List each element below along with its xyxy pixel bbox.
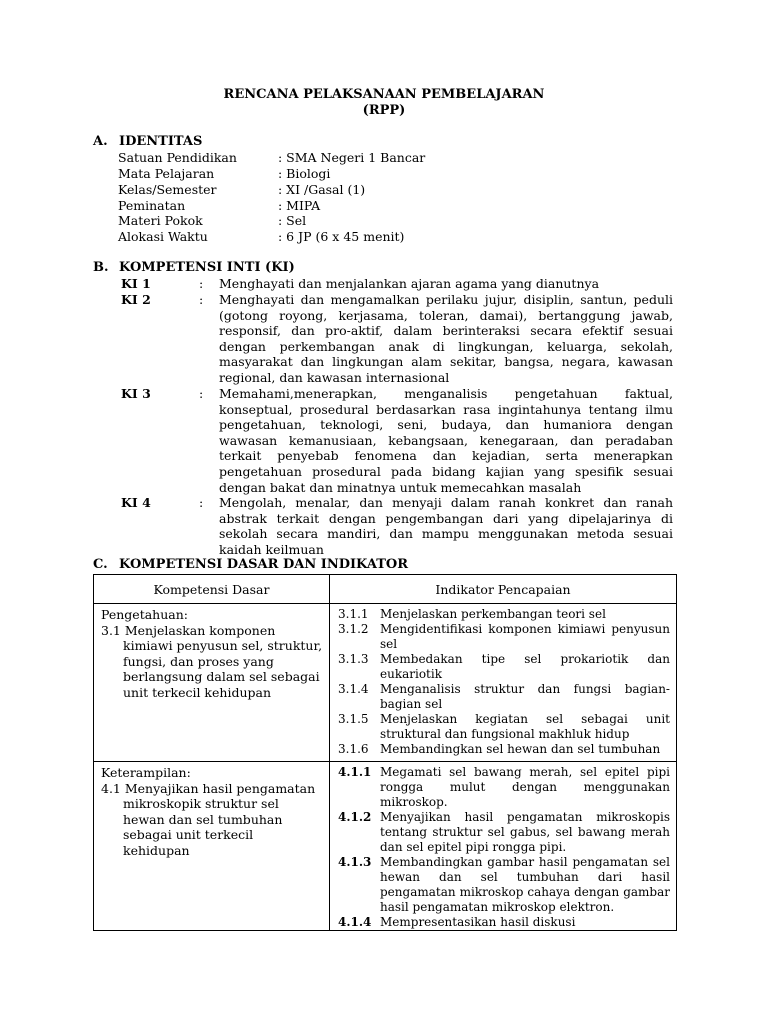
section-c-heading: C. KOMPETENSI DASAR DAN INDIKATOR bbox=[93, 557, 409, 572]
identity-label: Peminatan bbox=[118, 198, 186, 213]
identity-label: Mata Pelajaran bbox=[118, 166, 215, 181]
identity-value: : SMA Negeri 1 Bancar bbox=[278, 150, 426, 165]
section-b-heading: B. KOMPETENSI INTI (KI) bbox=[93, 260, 295, 275]
document-title: RENCANA PELAKSANAAN PEMBELAJARAN bbox=[223, 87, 545, 102]
identity-label: Materi Pokok bbox=[118, 213, 203, 228]
identity-value: : MIPA bbox=[278, 198, 321, 213]
identity-value: : Biologi bbox=[278, 166, 331, 181]
indicator-item: 3.1.2 Mengidentifikasi komponen kimiawi penyusun sel bbox=[338, 622, 670, 651]
column-header-indicator: Indikator Pencapaian bbox=[330, 575, 677, 604]
kd-text: 4.1 Menyajikan hasil pengamatan mikroskopik struktur sel hewan dan sel tumbuhan sebagai unit terkecil kehidupan bbox=[101, 780, 316, 858]
indicator-item: 3.1.1 Menjelaskan perkembangan teori sel bbox=[338, 607, 606, 621]
column-header-kd: Kompetensi Dasar bbox=[94, 575, 330, 604]
kd-text: 3.1 Menjelaskan komponen kimiawi penyusun sel, struktur, fungsi, dan proses yang berlangsung dalam sel sebagai unit terkecil kehidupan bbox=[101, 622, 323, 700]
identity-label: Satuan Pendidikan bbox=[118, 150, 237, 165]
table-header-row bbox=[94, 575, 677, 604]
identity-value: : XI /Gasal (1) bbox=[278, 182, 366, 197]
indicator-item: 3.1.3 Membedakan tipe sel prokariotik dan eukariotik bbox=[338, 652, 670, 681]
kd-heading: Keterampilan: bbox=[101, 765, 191, 780]
document-subtitle: (RPP) bbox=[362, 103, 406, 118]
ki-text: Menghayati dan menjalankan ajaran agama yang dianutnya bbox=[219, 276, 600, 291]
indicator-item: 4.1.4 Mempresentasikan hasil diskusi bbox=[338, 915, 576, 929]
kd-cell bbox=[94, 762, 330, 931]
section-a-heading: A. IDENTITAS bbox=[93, 134, 203, 149]
ki-item: KI 3 : Memahami,menerapkan, menganalisis pengetahuan faktual, konseptual, prosedural berdasarkan rasa ingintahunya tentang ilmu pengetahuan, teknologi, seni, budaya, dan humaniora dengan wawasan kemanusiaan, kebangsaan, kenegaraan, dan peradaban terkait penyebab fenomena dan kejadian, serta menerapkan pengetahuan prosedural pada bidang kajian yang spesifik sesuai dengan bakat dan minatnya untuk memecahkan masalah bbox=[121, 386, 673, 495]
indicator-item: 4.1.2 Menyajikan hasil pengamatan mikroskopis tentang struktur sel gabus, sel bawang merah dan sel epitel pipi rongga pipi. bbox=[338, 810, 670, 854]
ki-label: KI 4 bbox=[121, 495, 151, 510]
indicator-item: 3.1.6 Membandingkan sel hewan dan sel tumbuhan bbox=[338, 742, 661, 756]
kd-cell bbox=[94, 604, 330, 762]
ki-label: KI 1 bbox=[121, 276, 151, 291]
identity-label: Alokasi Waktu bbox=[118, 229, 208, 244]
indicator-item: 4.1.1 Megamati sel bawang merah, sel epitel pipi rongga mulut dengan menggunakan mikroskop. bbox=[338, 765, 670, 809]
ki-label: KI 2 bbox=[121, 292, 151, 307]
indicator-item: 3.1.4 Menganalisis struktur dan fungsi bagian-bagian sel bbox=[338, 682, 670, 711]
ki-item: KI 4 : Mengolah, menalar, dan menyaji dalam ranah konkret dan ranah abstrak terkait dengan pengembangan dari yang dipelajarinya di sekolah secara mandiri, dan mampu menggunakan metoda sesuai kaidah keilmuan bbox=[121, 495, 673, 557]
indicator-item: 4.1.3 Membandingkan gambar hasil pengamatan sel hewan dan sel tumbuhan dari hasil pengamatan mikroskop cahaya dengan gambar hasil pengamatan mikroskop elektron. bbox=[338, 855, 670, 914]
competency-table bbox=[93, 574, 677, 931]
indicator-item: 3.1.5 Menjelaskan kegiatan sel sebagai unit struktural dan fungsional makhluk hidup bbox=[338, 712, 670, 741]
identity-label: Kelas/Semester bbox=[118, 182, 217, 197]
table-row bbox=[94, 762, 677, 931]
indicator-cell bbox=[330, 604, 677, 762]
ki-label: KI 3 bbox=[121, 386, 151, 401]
identity-value: : 6 JP (6 x 45 menit) bbox=[278, 229, 405, 244]
indicator-cell bbox=[330, 762, 677, 931]
ki-text: Memahami,menerapkan, menganalisis pengetahuan faktual, konseptual, prosedural berdasarkan rasa ingintahunya tentang ilmu pengetahuan, teknologi, seni, budaya, dan humaniora dengan wawasan kemanusiaan, kebangsaan, kenegaraan, dan peradaban terkait penyebab fenomena dan kejadian, serta menerapkan pengetahuan prosedural pada bidang kajian yang spesifik sesuai dengan bakat dan minatnya untuk memecahkan masalah bbox=[219, 386, 673, 495]
kd-heading: Pengetahuan: bbox=[101, 607, 188, 622]
table-row bbox=[94, 604, 677, 762]
ki-item: KI 2 : Menghayati dan mengamalkan perilaku jujur, disiplin, santun, peduli (gotong royong, kerjasama, toleran, damai), bertanggung jawab, responsif, dan pro-aktif, dalam berinteraksi secara efektif sesuai dengan perkembangan anak di lingkungan, keluarga, sekolah, masyarakat dan lingkungan alam sekitar, bangsa, negara, kawasan regional, dan kawasan internasional bbox=[121, 292, 673, 385]
ki-text: Menghayati dan mengamalkan perilaku jujur, disiplin, santun, peduli (gotong royong, kerjasama, toleran, damai), bertanggung jawab, responsif, dan pro-aktif, dalam berinteraksi secara efektif sesuai dengan perkembangan anak di lingkungan, keluarga, sekolah, masyarakat dan lingkungan alam sekitar, bangsa, negara, kawasan regional, dan kawasan internasional bbox=[219, 292, 673, 385]
ki-item: KI 1 : Menghayati dan menjalankan ajaran agama yang dianutnya bbox=[121, 276, 673, 292]
identity-value: : Sel bbox=[278, 213, 307, 228]
ki-text: Mengolah, menalar, dan menyaji dalam ranah konkret dan ranah abstrak terkait dengan pengembangan dari yang dipelajarinya di sekolah secara mandiri, dan mampu menggunakan metoda sesuai kaidah keilmuan bbox=[219, 495, 673, 557]
